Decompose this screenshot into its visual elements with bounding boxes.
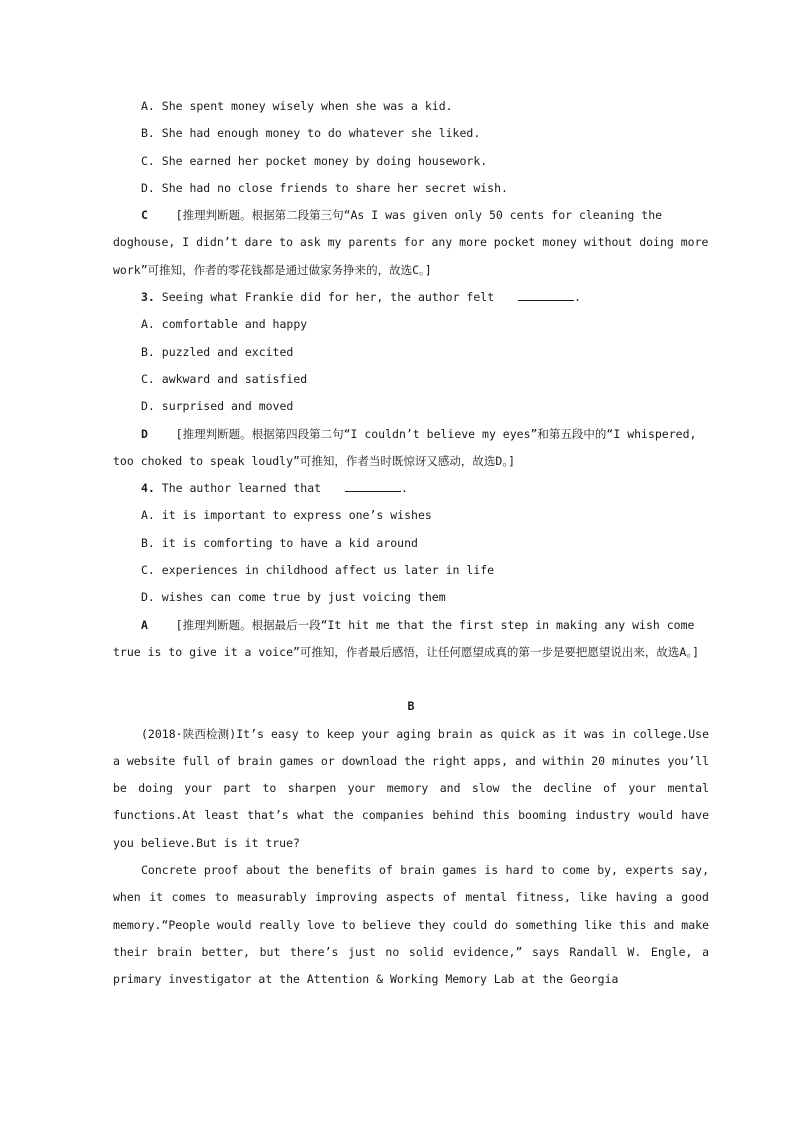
q4-answer	[113, 612, 709, 667]
q3-blank	[518, 288, 574, 301]
section-b-title: B	[407, 699, 415, 714]
q4-options	[113, 502, 709, 611]
q2-option-d: D. She had no close friends to share her secret wish.	[141, 180, 508, 195]
q3-stem	[113, 284, 709, 311]
q3-number: 3.	[141, 290, 155, 305]
section-b-paragraph-1: (2018·陕西检测)It’s easy to keep your aging brain as quick as it was in college.Use a website full of brain games or download the right apps, and within 20 minutes you’ll be doing your part to sharpen your memory and slow the decline of your mental functions.At least that’s what the companies behind this booming industry would have you believe.But is it true?	[113, 726, 709, 850]
q2-answer-explanation: [推理判断题。根据第二段第三句“As I was given only 50 cents for cleaning the doghouse, I didn’t dare to ask my parents for any more pocket money without doing more work”可推知，作者的零花钱都是通过做家务挣来的，故选C。]	[113, 208, 709, 277]
q4-option-d: D. wishes can come true by just voicing them	[141, 590, 446, 605]
q4-answer-letter: A	[141, 617, 148, 632]
q2-options	[113, 93, 709, 202]
q3-option-b: B. puzzled and excited	[141, 344, 294, 359]
q3-option-a: A. comfortable and happy	[141, 317, 308, 332]
q3-option-d: D. surprised and moved	[141, 399, 294, 414]
q3-options	[113, 311, 709, 420]
q4-option-b: B. it is comforting to have a kid around	[141, 535, 418, 550]
q2-option-b: B. She had enough money to do whatever she liked.	[141, 126, 481, 141]
q3-answer-letter: D	[141, 426, 148, 441]
q4-blank	[345, 479, 401, 492]
q2-option-c: C. She earned her pocket money by doing housework.	[141, 153, 488, 168]
q4-option-c: C. experiences in childhood affect us later in life	[141, 563, 495, 578]
q2-option-a: A. She spent money wisely when she was a kid.	[141, 99, 453, 113]
q3-stem-text: Seeing what Frankie did for her, the author felt	[161, 290, 495, 305]
q4-stem-end: .	[401, 481, 408, 496]
q3-stem-end: .	[574, 290, 582, 305]
q2-answer	[113, 202, 709, 284]
q2-answer-letter: C	[141, 208, 148, 223]
section-b-paragraph-2: Concrete proof about the benefits of brain games is hard to come by, experts say, when it comes to measurably improving aspects of mental fitness, like having a good memory.“People would really love to believe they could do something like this and make their brain better, but there’s just no solid evidence,” says Randall W. Engle, a primary investigator at the Attention & Working Memory Lab at the Georgia	[113, 863, 709, 987]
q4-option-a: A. it is important to express one’s wishes	[141, 508, 432, 523]
q4-stem-text: The author learned that	[161, 481, 322, 496]
q3-answer-explanation: [推理判断题。根据第四段第二句“I couldn’t believe my eyes”和第五段中的“I whispered, too choked to speak loudly”可推知，作者当时既惊讶又感动，故选D。]	[113, 426, 697, 468]
q3-option-c: C. awkward and satisfied	[141, 371, 308, 386]
q4-number: 4.	[141, 481, 155, 496]
q4-answer-explanation: [推理判断题。根据最后一段“It hit me that the first step in making any wish come true is to give it a voice”可推知，作者最后感悟，让任何愿望成真的第一步是要把愿望说出来，故选A。]	[113, 617, 700, 659]
document-page	[113, 93, 709, 994]
q4-stem	[113, 475, 709, 502]
q3-answer	[113, 421, 709, 476]
